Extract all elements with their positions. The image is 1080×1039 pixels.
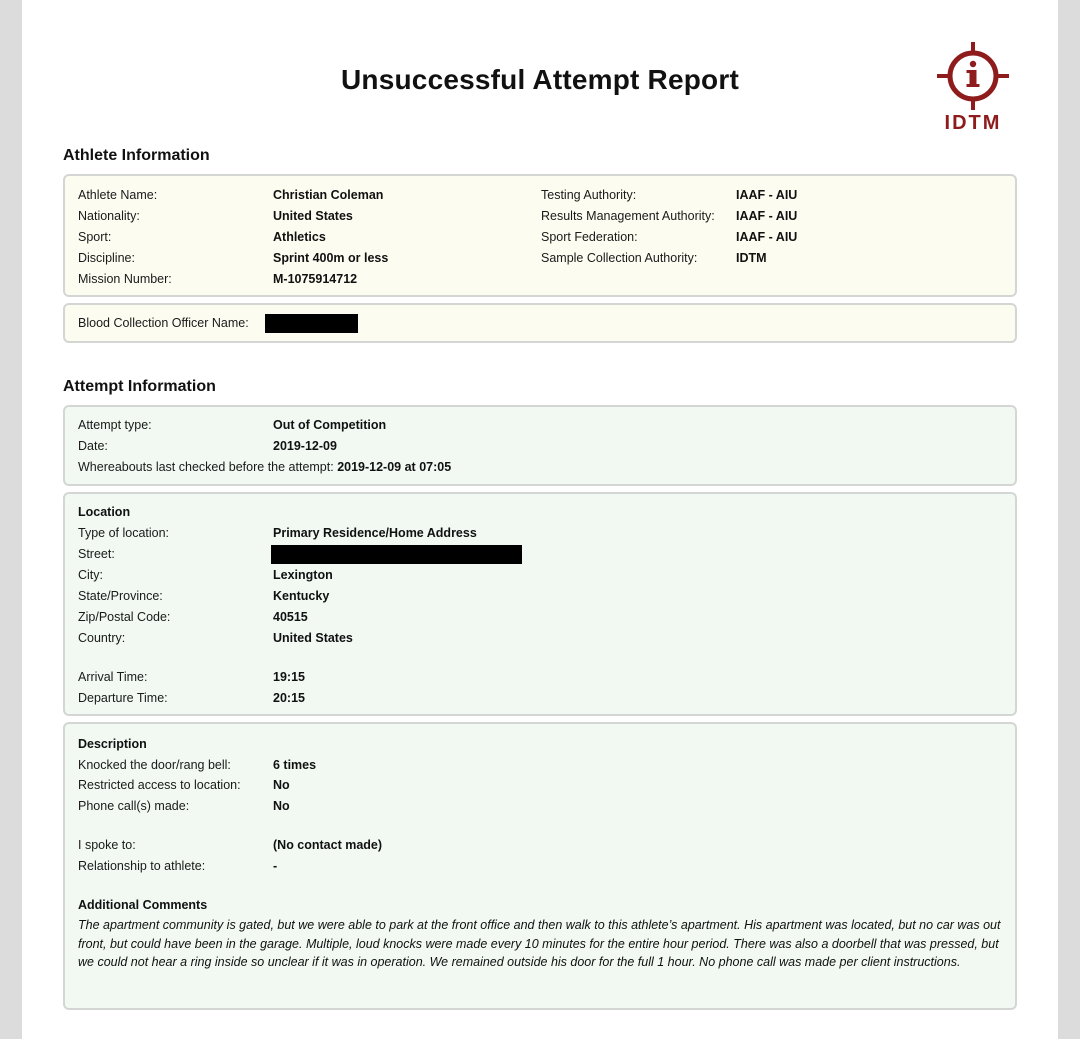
sport-label: Sport:	[78, 230, 112, 244]
knocked-value: 6 times	[273, 758, 317, 772]
info-crosshair-icon	[930, 40, 1016, 112]
nationality-label: Nationality:	[78, 209, 140, 223]
attempt-info-box	[63, 405, 1017, 486]
phone-calls-value: No	[273, 799, 290, 813]
results-management-value: IAAF - AIU	[736, 209, 798, 223]
country-label: Country:	[78, 631, 126, 645]
testing-authority-value: IAAF - AIU	[736, 188, 798, 202]
sample-collection-label: Sample Collection Authority:	[541, 251, 698, 265]
logo-text: IDTM	[944, 112, 1002, 134]
location-box	[63, 492, 1017, 716]
discipline-label: Discipline:	[78, 251, 135, 265]
testing-authority-label: Testing Authority:	[541, 188, 637, 202]
whereabouts-value: 2019-12-09 at 07:05	[337, 460, 452, 474]
sport-federation-value: IAAF - AIU	[736, 230, 798, 244]
nationality-value: United States	[273, 209, 353, 223]
bco-redaction	[265, 314, 358, 333]
location-type-value: Primary Residence/Home Address	[273, 526, 477, 540]
additional-comments-heading: Additional Comments	[78, 898, 208, 912]
mission-number-label: Mission Number:	[78, 272, 172, 286]
report-page	[22, 0, 1058, 1039]
city-label: City:	[78, 568, 103, 582]
street-redaction	[271, 545, 522, 564]
state-value: Kentucky	[273, 589, 330, 603]
spoke-to-label: I spoke to:	[78, 838, 136, 852]
whereabouts-label: Whereabouts last checked before the attempt:	[78, 460, 334, 474]
date-label: Date:	[78, 439, 108, 453]
location-heading: Location	[78, 505, 131, 519]
bco-label: Blood Collection Officer Name:	[78, 316, 249, 330]
city-value: Lexington	[273, 568, 333, 582]
additional-comments-text: The apartment community is gated, but we were able to park at the front office and then walk to this athlete’s apartment. His apartment was located, but no car was out front, but could have been in the garage. Multiple, loud knocks were made every 10 minutes for the entire hour period. There was also a doorbell that was pressed, but we could not hear a ring inside so unclear if it was in operation. We remained outside his door for the full 1 hour. No phone call was made per client instructions.	[78, 918, 1001, 969]
bco-box	[63, 303, 1017, 343]
departure-time-label: Departure Time:	[78, 691, 168, 705]
athlete-section-title: Athlete Information	[63, 147, 210, 164]
mission-number-value: M-1075914712	[273, 272, 358, 286]
description-heading: Description	[78, 737, 147, 751]
whereabouts-row	[78, 460, 451, 474]
relationship-value: -	[273, 859, 278, 873]
restricted-access-value: No	[273, 778, 290, 792]
arrival-time-label: Arrival Time:	[78, 670, 148, 684]
departure-time-value: 20:15	[273, 691, 305, 705]
attempt-type-label: Attempt type:	[78, 418, 152, 432]
street-label: Street:	[78, 547, 115, 561]
spoke-to-value: (No contact made)	[273, 838, 383, 852]
attempt-type-value: Out of Competition	[273, 418, 387, 432]
restricted-access-label: Restricted access to location:	[78, 778, 241, 792]
location-type-label: Type of location:	[78, 526, 170, 540]
attempt-section-title: Attempt Information	[63, 378, 216, 395]
state-label: State/Province:	[78, 589, 163, 603]
knocked-label: Knocked the door/rang bell:	[78, 758, 231, 772]
page-title: Unsuccessful Attempt Report	[341, 64, 739, 95]
athlete-name-value: Christian Coleman	[273, 188, 384, 202]
relationship-label: Relationship to athlete:	[78, 859, 206, 873]
country-value: United States	[273, 631, 353, 645]
phone-calls-label: Phone call(s) made:	[78, 799, 190, 813]
sample-collection-value: IDTM	[736, 251, 767, 265]
athlete-info-box	[63, 174, 1017, 297]
arrival-time-value: 19:15	[273, 670, 305, 684]
description-box	[63, 722, 1017, 1010]
idtm-logo	[930, 40, 1016, 136]
zip-value: 40515	[273, 610, 308, 624]
zip-label: Zip/Postal Code:	[78, 610, 171, 624]
results-management-label: Results Management Authority:	[541, 209, 715, 223]
athlete-name-label: Athlete Name:	[78, 188, 158, 202]
sport-federation-label: Sport Federation:	[541, 230, 638, 244]
date-value: 2019-12-09	[273, 439, 337, 453]
sport-value: Athletics	[273, 230, 326, 244]
discipline-value: Sprint 400m or less	[273, 251, 389, 265]
